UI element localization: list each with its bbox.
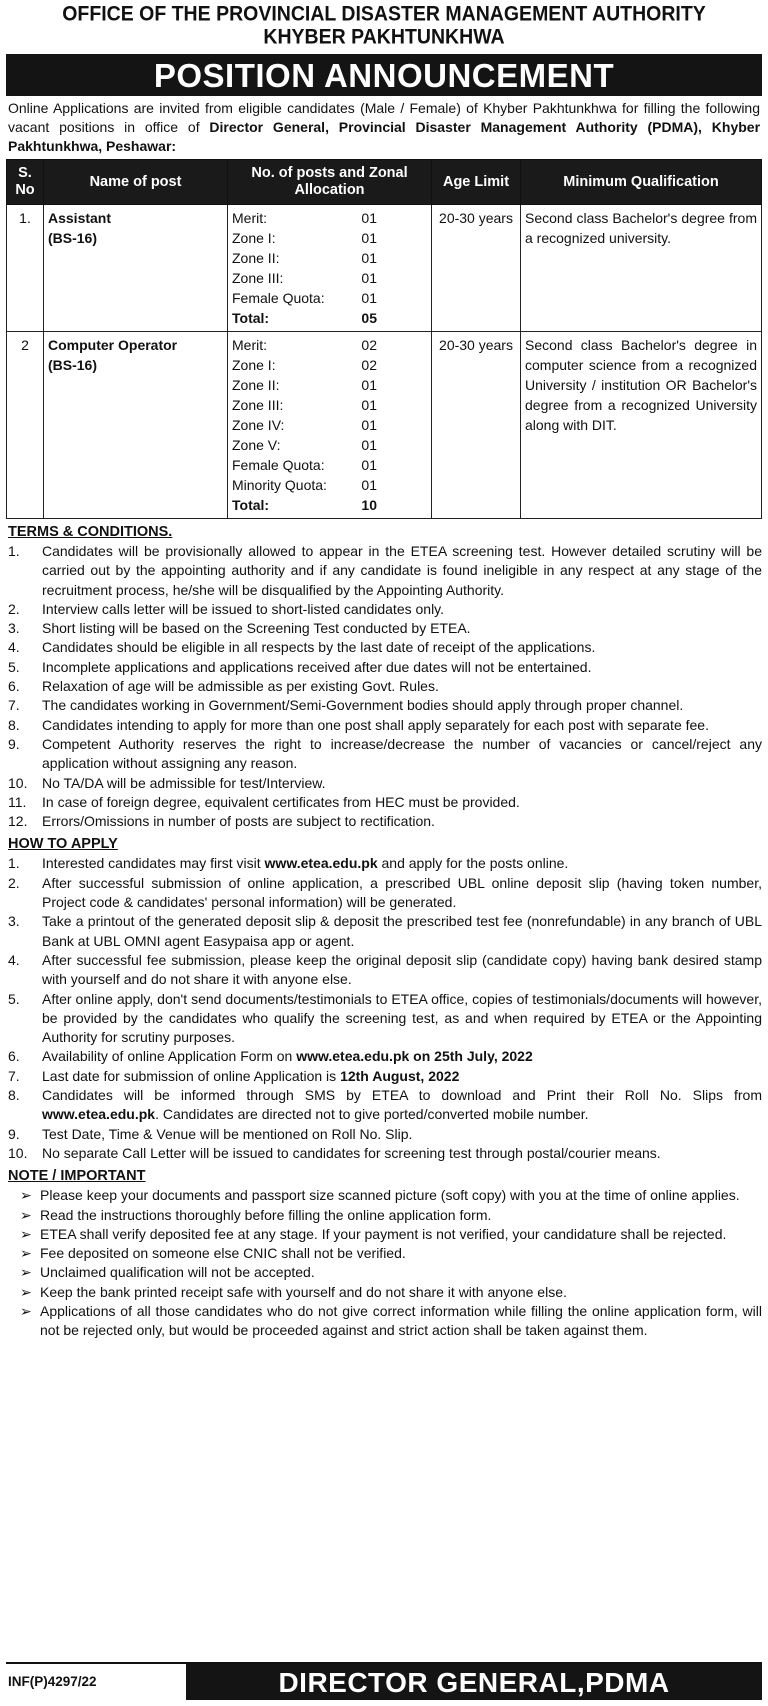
list-item: [6, 1125, 762, 1144]
allocation-value: 01: [361, 230, 377, 246]
signatory-banner: DIRECTOR GENERAL,PDMA: [186, 1664, 762, 1700]
table-row: [7, 332, 762, 519]
item-text: [42, 1086, 762, 1125]
allocation-label: Zone III:: [232, 397, 284, 413]
item-text: [42, 990, 762, 1048]
item-text-bold: www.etea.edu.pk on 25th July, 2022: [296, 1048, 533, 1065]
allocation-row: [232, 288, 427, 308]
allocation-label: Minority Quota:: [232, 477, 327, 493]
age-limit: 20-30 years: [432, 205, 521, 332]
header-age-limit: Age Limit: [432, 160, 521, 205]
allocation-label: Female Quota:: [232, 457, 325, 473]
list-item: [6, 658, 762, 677]
arrow-bullet-icon: ➢: [20, 1264, 32, 1281]
allocation-value: 02: [361, 337, 377, 353]
item-text-part: After successful fee submission, please keep the original deposit slip (candidate copy) having bank desired stamp with yourself and do not share it with anyone else.: [42, 951, 762, 988]
allocation-value: 01: [361, 417, 377, 433]
item-number: 2.: [8, 874, 20, 891]
item-text: Read the instructions thoroughly before filling the online application form.: [40, 1206, 492, 1223]
arrow-bullet-icon: ➢: [20, 1225, 32, 1242]
allocation-value: 01: [361, 477, 377, 493]
item-text: [42, 951, 762, 990]
allocation-row: [232, 355, 427, 375]
list-item: [6, 774, 762, 793]
item-text-part: Availability of online Application Form on: [42, 1048, 297, 1065]
allocation-label: Merit:: [232, 210, 267, 226]
item-text-part: After successful submission of online application, a prescribed UBL online deposit slip (having token number, Project code & candidates' personal information) will be generated.: [42, 874, 762, 911]
item-text: [42, 874, 762, 913]
item-number: 3.: [8, 620, 20, 637]
item-text: Applications of all those candidates who do not give correct information while filling the online application form, will not be rejected only, but would be proceeded against and strict action shall be taken against them.: [40, 1302, 762, 1339]
allocation-label: Zone II:: [232, 250, 280, 266]
allocation-label: Zone V:: [232, 437, 281, 453]
list-item: [6, 990, 762, 1048]
header-sno: S. No: [7, 160, 44, 205]
item-number: 6.: [8, 1048, 20, 1065]
allocation-row: [232, 435, 427, 455]
list-item: [6, 793, 762, 812]
allocation-row: [232, 395, 427, 415]
item-text: Unclaimed qualification will not be accepted.: [40, 1264, 315, 1281]
list-item: [6, 1206, 762, 1225]
list-item: [6, 1225, 762, 1244]
item-text: Interview calls letter will be issued to short-listed candidates only.: [42, 600, 445, 617]
post-scale: (BS-16): [48, 230, 98, 246]
allocation-value: 01: [361, 457, 377, 473]
item-text: [42, 1125, 762, 1144]
allocation-row: [232, 475, 427, 495]
province-title: KHYBER PAKHTUNKHWA: [263, 25, 505, 49]
allocation-total-row: [232, 308, 427, 328]
item-text: Candidates will be provisionally allowed to appear in the ETEA screening test. However detailed scrutiny will be carried out by the appointing authority and if any candidate is found ineligible in any respect at any stage of the recruitment process, he/she will be disqualified by the Appointing Authority.: [42, 543, 762, 598]
list-item: [6, 696, 762, 715]
header-allocation: No. of posts and Zonal Allocation: [228, 160, 432, 205]
post-name-cell: [44, 205, 228, 332]
allocation-cell: [228, 205, 432, 332]
item-number: 10.: [8, 1144, 28, 1161]
allocation-label: Female Quota:: [232, 290, 325, 306]
how-to-apply-list: [6, 854, 762, 1163]
allocation-row: [232, 375, 427, 395]
serial-number: 1.: [7, 205, 44, 332]
allocation-value: 01: [361, 250, 377, 266]
item-number: 12.: [8, 813, 28, 830]
allocation-label: Zone I:: [232, 357, 276, 373]
item-text: Candidates should be eligible in all respects by the last date of receipt of the applications.: [42, 639, 596, 656]
age-limit: 20-30 years: [432, 332, 521, 519]
notes-list: [6, 1186, 762, 1340]
item-number: 5.: [8, 990, 20, 1007]
item-text: Candidates intending to apply for more than one post shall apply separately for each post with separate fee.: [42, 716, 709, 733]
total-label: Total:: [232, 497, 270, 513]
list-item: [6, 1047, 762, 1066]
allocation-value: 01: [361, 377, 377, 393]
item-text: Incomplete applications and applications received after due dates will not be entertained.: [42, 658, 592, 675]
positions-table-body: [7, 205, 762, 519]
allocation-value: 01: [361, 210, 377, 226]
header-qualification: Minimum Qualification: [521, 160, 762, 205]
total-value: 10: [361, 497, 377, 513]
item-number: 9.: [8, 735, 20, 752]
item-number: 8.: [8, 1087, 20, 1104]
header-post-name: Name of post: [44, 160, 228, 205]
arrow-bullet-icon: ➢: [20, 1302, 32, 1319]
allocation-label: Zone I:: [232, 230, 276, 246]
item-text-part: Test Date, Time & Venue will be mentioned on Roll No. Slip.: [42, 1125, 413, 1142]
item-number: 8.: [8, 716, 20, 733]
allocation-value: 01: [361, 437, 377, 453]
item-text: Fee deposited on someone else CNIC shall not be verified.: [40, 1245, 406, 1262]
list-item: [6, 1263, 762, 1282]
item-text: The candidates working in Government/Semi-Government bodies should apply through proper channel.: [42, 697, 684, 714]
allocation-value: 02: [361, 357, 377, 373]
allocation-value: 01: [361, 290, 377, 306]
item-text: [42, 854, 762, 873]
terms-list: [6, 542, 762, 831]
list-item: [6, 854, 762, 873]
arrow-bullet-icon: ➢: [20, 1206, 32, 1223]
item-text-part: and apply for the posts online.: [377, 855, 569, 872]
item-text: [42, 1067, 762, 1086]
item-text: Errors/Omissions in number of posts are subject to rectification.: [42, 813, 435, 830]
intro-text: Online Applications are invited from eligible candidates (Male / Female) of Khyber Pakhtunkhwa for filling the following vacant positions in office of: [8, 100, 760, 135]
list-item: [6, 874, 762, 913]
arrow-bullet-icon: ➢: [20, 1245, 32, 1262]
total-value: 05: [361, 310, 377, 326]
item-text-part: . Candidates are directed not to give ported/converted mobile number.: [155, 1106, 589, 1123]
item-number: 5.: [8, 658, 20, 675]
list-item: [6, 1186, 762, 1205]
positions-table: [6, 159, 762, 519]
item-text: Please keep your documents and passport size scanned picture (soft copy) with you at the time of online applies.: [40, 1187, 740, 1204]
item-number: 1.: [8, 543, 20, 559]
item-text: [42, 1144, 762, 1163]
post-scale: (BS-16): [48, 357, 98, 373]
item-number: 4.: [8, 951, 20, 968]
announcement-banner: POSITION ANNOUNCEMENT: [6, 54, 762, 96]
how-to-apply-heading: HOW TO APPLY: [8, 836, 118, 853]
list-item: [6, 812, 762, 831]
serial-number: 2: [7, 332, 44, 519]
allocation-row: [232, 208, 427, 228]
item-number: 4.: [8, 639, 20, 656]
item-text-part: Candidates will be informed through SMS by ETEA to download and Print their Roll No. Slips from: [42, 1087, 762, 1104]
advert-reference: INF(P)4297/22: [8, 1674, 97, 1689]
allocation-value: 01: [361, 270, 377, 286]
qualification: Second class Bachelor's degree in computer science from a recognized University / institution OR Bachelor's degree from a recognized University along with DIT.: [521, 332, 762, 519]
item-number: 6.: [8, 678, 20, 695]
arrow-bullet-icon: ➢: [20, 1187, 32, 1204]
terms-heading: TERMS & CONDITIONS.: [8, 524, 173, 540]
list-item: [6, 716, 762, 735]
office-title: OFFICE OF THE PROVINCIAL DISASTER MANAGEMENT AUTHORITY: [62, 2, 706, 26]
item-number: 7.: [8, 1067, 20, 1084]
item-number: 2.: [8, 600, 20, 617]
allocation-cell: [228, 332, 432, 519]
list-item: [6, 1144, 762, 1163]
item-text: Relaxation of age will be admissible as per existing Govt. Rules.: [42, 678, 439, 695]
list-item: [6, 735, 762, 774]
list-item: [6, 1283, 762, 1302]
allocation-label: Zone II:: [232, 377, 280, 393]
item-number: 7.: [8, 697, 20, 714]
arrow-bullet-icon: ➢: [20, 1283, 32, 1300]
allocation-row: [232, 335, 427, 355]
table-row: [7, 205, 762, 332]
post-title: Assistant: [48, 210, 112, 226]
list-item: [6, 912, 762, 951]
list-item: [6, 1302, 762, 1341]
list-item: [6, 600, 762, 619]
item-text: Competent Authority reserves the right to increase/decrease the number of vacancies or cancel/reject any application without assigning any reason.: [42, 735, 762, 772]
item-text: Keep the bank printed receipt safe with yourself and do not share it with anyone else.: [40, 1283, 567, 1300]
item-text: [42, 1047, 762, 1066]
item-text-part: Last date for submission of online Application is: [42, 1067, 341, 1084]
footer: [6, 1662, 762, 1700]
allocation-label: Zone III:: [232, 270, 284, 286]
allocation-label: Merit:: [232, 337, 267, 353]
item-text: No TA/DA will be admissible for test/Interview.: [42, 774, 326, 791]
list-item: [6, 619, 762, 638]
allocation-row: [232, 248, 427, 268]
item-text: Short listing will be based on the Screening Test conducted by ETEA.: [42, 620, 471, 637]
item-text: In case of foreign degree, equivalent certificates from HEC must be provided.: [42, 793, 520, 810]
allocation-total-row: [232, 495, 427, 515]
item-text-bold: 12th August, 2022: [340, 1067, 460, 1084]
item-text-part: No separate Call Letter will be issued to candidates for screening test through postal/courier means.: [42, 1144, 661, 1161]
item-number: 11.: [8, 793, 27, 810]
item-number: 3.: [8, 913, 20, 930]
item-text-bold: www.etea.edu.pk: [264, 855, 378, 872]
allocation-row: [232, 415, 427, 435]
list-item: [6, 1244, 762, 1263]
item-text: [42, 912, 762, 951]
list-item: [6, 1086, 762, 1125]
list-item: [6, 951, 762, 990]
post-title: Computer Operator: [48, 337, 178, 353]
item-text-part: Interested candidates may first visit: [42, 855, 265, 872]
item-text-part: Take a printout of the generated deposit slip & deposit the prescribed test fee (nonrefundable) in any branch of UBL Bank at UBL OMNI agent Easypaisa app or agent.: [42, 913, 762, 949]
total-label: Total:: [232, 310, 270, 326]
item-text-bold: www.etea.edu.pk: [42, 1106, 156, 1123]
list-item: [6, 677, 762, 696]
list-item: [6, 1067, 762, 1086]
post-name-cell: [44, 332, 228, 519]
item-number: 9.: [8, 1125, 20, 1142]
qualification: Second class Bachelor's degree from a recognized university.: [521, 205, 762, 332]
allocation-row: [232, 268, 427, 288]
notes-heading: NOTE / IMPORTANT: [8, 1168, 146, 1185]
intro-office-name: Director General, Provincial Disaster Management Authority (PDMA), Khyber Pakhtunkhwa, Peshawar:: [8, 119, 761, 154]
item-text: ETEA shall verify deposited fee at any stage. If your payment is not verified, your candidature shall be rejected.: [40, 1225, 727, 1242]
list-item: [6, 638, 762, 657]
allocation-row: [232, 455, 427, 475]
item-text-part: After online apply, don't send documents/testimonials to ETEA office, copies of testimonials/documents will however, be provided by the candidates who qualify the screening test, as and when required by ETEA or the Appointing Authority for scrutiny purposes.: [42, 990, 762, 1046]
intro-paragraph: [6, 99, 762, 156]
allocation-value: 01: [361, 397, 377, 413]
allocation-label: Zone IV:: [232, 417, 285, 433]
allocation-row: [232, 228, 427, 248]
advertisement-page: [6, 3, 762, 1700]
table-header-row: [7, 160, 762, 205]
item-number: 1.: [8, 855, 20, 872]
list-item: [6, 542, 762, 600]
item-number: 10.: [8, 774, 28, 791]
